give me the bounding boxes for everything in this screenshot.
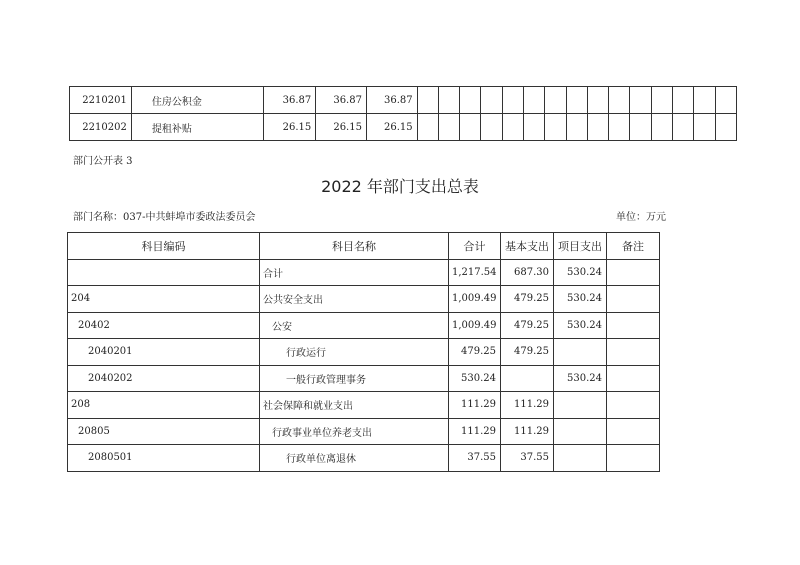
code-cell: 20805 [68, 418, 260, 445]
value-cell: 26.15 [316, 114, 367, 141]
name-cell: 公安 [260, 312, 449, 339]
total-cell: 479.25 [449, 339, 501, 366]
empty-cell [481, 87, 502, 114]
value-cell: 36.87 [263, 87, 316, 114]
name-cell: 行政事业单位养老支出 [260, 418, 449, 445]
project-cell: 530.24 [554, 259, 607, 286]
table-row [68, 259, 660, 286]
table-row [68, 445, 660, 472]
name-cell: 提租补贴 [131, 114, 263, 141]
total-cell: 530.24 [449, 365, 501, 392]
empty-cell [524, 114, 545, 141]
table-row [70, 114, 737, 141]
total-cell: 1,009.49 [449, 312, 501, 339]
table-row [68, 392, 660, 419]
table-row [68, 312, 660, 339]
empty-cell [566, 87, 587, 114]
total-cell: 111.29 [449, 418, 501, 445]
code-cell: 208 [68, 392, 260, 419]
empty-cell [460, 87, 481, 114]
empty-cell [502, 114, 523, 141]
empty-cell [545, 114, 566, 141]
table-row [68, 365, 660, 392]
unit-label: 单位：万元 [616, 212, 666, 223]
name-cell: 公共安全支出 [260, 286, 449, 313]
basic-cell: 479.25 [501, 286, 554, 313]
empty-cell [715, 87, 736, 114]
code-cell: 204 [68, 286, 260, 313]
expenditure-table [67, 232, 660, 472]
table-header-row [68, 233, 660, 260]
remark-cell [607, 312, 660, 339]
code-cell: 2210201 [70, 87, 132, 114]
empty-cell [609, 87, 630, 114]
name-cell: 行政单位离退休 [260, 445, 449, 472]
name-cell: 行政运行 [260, 339, 449, 366]
empty-cell [630, 87, 651, 114]
table-row [70, 87, 737, 114]
project-cell [554, 418, 607, 445]
table-row [68, 339, 660, 366]
name-cell: 一般行政管理事务 [260, 365, 449, 392]
project-cell: 530.24 [554, 312, 607, 339]
empty-cell [438, 87, 459, 114]
name-cell: 社会保障和就业支出 [260, 392, 449, 419]
name-cell: 合计 [260, 259, 449, 286]
empty-cell [524, 87, 545, 114]
empty-cell [587, 114, 608, 141]
value-cell: 26.15 [263, 114, 316, 141]
total-cell: 1,009.49 [449, 286, 501, 313]
total-cell: 37.55 [449, 445, 501, 472]
header-basic: 基本支出 [501, 233, 554, 260]
code-cell [68, 259, 260, 286]
empty-cell [630, 114, 651, 141]
page-note: 部门公开表 3 [73, 156, 133, 167]
remark-cell [607, 418, 660, 445]
code-cell: 2080501 [68, 445, 260, 472]
basic-cell: 37.55 [501, 445, 554, 472]
empty-cell [545, 87, 566, 114]
empty-cell [715, 114, 736, 141]
basic-cell [501, 365, 554, 392]
basic-cell: 479.25 [501, 339, 554, 366]
header-code: 科目编码 [68, 233, 260, 260]
empty-cell [673, 87, 694, 114]
empty-cell [673, 114, 694, 141]
empty-cell [609, 114, 630, 141]
remark-cell [607, 286, 660, 313]
basic-cell: 687.30 [501, 259, 554, 286]
value-cell: 36.87 [316, 87, 367, 114]
empty-cell [438, 114, 459, 141]
remark-cell [607, 392, 660, 419]
project-cell: 530.24 [554, 286, 607, 313]
header-remark: 备注 [607, 233, 660, 260]
code-cell: 2040202 [68, 365, 260, 392]
code-cell: 20402 [68, 312, 260, 339]
header-project: 项目支出 [554, 233, 607, 260]
table-row [68, 286, 660, 313]
basic-cell: 111.29 [501, 418, 554, 445]
project-cell: 530.24 [554, 365, 607, 392]
empty-cell [587, 87, 608, 114]
empty-cell [417, 114, 438, 141]
remark-cell [607, 365, 660, 392]
value-cell: 36.87 [366, 87, 417, 114]
code-cell: 2040201 [68, 339, 260, 366]
previous-page-table [69, 86, 737, 141]
empty-cell [694, 114, 715, 141]
header-total: 合计 [449, 233, 501, 260]
empty-cell [460, 114, 481, 141]
value-cell: 26.15 [366, 114, 417, 141]
basic-cell: 111.29 [501, 392, 554, 419]
empty-cell [566, 114, 587, 141]
code-cell: 2210202 [70, 114, 132, 141]
department-name: 部门名称：037-中共蚌埠市委政法委员会 [73, 212, 256, 223]
empty-cell [651, 87, 672, 114]
empty-cell [502, 87, 523, 114]
project-cell [554, 392, 607, 419]
remark-cell [607, 339, 660, 366]
name-cell: 住房公积金 [131, 87, 263, 114]
table-row [68, 418, 660, 445]
empty-cell [651, 114, 672, 141]
remark-cell [607, 259, 660, 286]
total-cell: 1,217.54 [449, 259, 501, 286]
empty-cell [694, 87, 715, 114]
project-cell [554, 339, 607, 366]
project-cell [554, 445, 607, 472]
basic-cell: 479.25 [501, 312, 554, 339]
empty-cell [417, 87, 438, 114]
header-name: 科目名称 [260, 233, 449, 260]
total-cell: 111.29 [449, 392, 501, 419]
empty-cell [481, 114, 502, 141]
remark-cell [607, 445, 660, 472]
document-title: 2022 年部门支出总表 [321, 177, 479, 196]
